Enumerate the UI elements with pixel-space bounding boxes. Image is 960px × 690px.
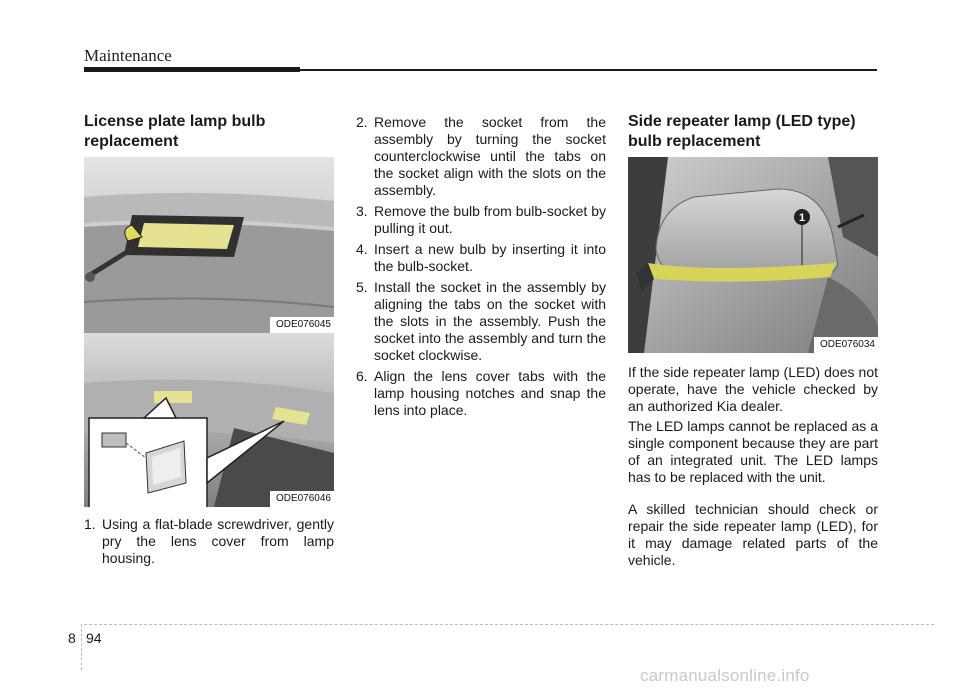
side-mirror-illustration bbox=[628, 157, 878, 353]
license-plate-lamp-illustration bbox=[84, 157, 334, 333]
step-text: Insert a new bulb by inserting it into the bulb-socket. bbox=[374, 241, 606, 274]
figure-code-3: ODE076034 bbox=[814, 337, 878, 353]
license-plate-lamp-figure-1 bbox=[84, 157, 334, 333]
watermark: carmanualsonline.info bbox=[640, 666, 810, 685]
step-text: Using a flat-blade screwdriver, gently pry the lens cover from lamp housing. bbox=[102, 516, 334, 566]
middle-steps bbox=[356, 114, 606, 423]
step-text: Remove the socket from the assembly by turning the socket counterclockwise until the tabs on the socket align with the slots on the assembly. bbox=[374, 114, 606, 198]
step-number: 2. bbox=[356, 114, 368, 130]
step-item bbox=[356, 203, 606, 237]
step-item bbox=[356, 241, 606, 275]
license-plate-socket-illustration bbox=[84, 333, 334, 507]
step-number: 6. bbox=[356, 368, 368, 384]
paragraph-1: If the side repeater lamp (LED) does not operate, have the vehicle checked by an authorized Kia dealer. bbox=[628, 364, 878, 414]
page-header-title: Maintenance bbox=[84, 46, 172, 65]
license-plate-heading: License plate lamp bulb replacement bbox=[84, 113, 266, 150]
step-item bbox=[356, 368, 606, 419]
page-number: 94 bbox=[86, 630, 102, 646]
step-number: 4. bbox=[356, 241, 368, 257]
figure-code-2: ODE076046 bbox=[270, 491, 334, 507]
step-item bbox=[84, 516, 334, 567]
step-text: Install the socket in the assembly by aligning the tabs on the socket with the slots in the assembly. Push the socket into the assembly and turn the socket clockwise. bbox=[374, 279, 606, 363]
step-item bbox=[356, 114, 606, 199]
callout-number: 1 bbox=[798, 212, 806, 224]
side-repeater-heading: Side repeater lamp (LED type) bulb replacement bbox=[628, 113, 856, 150]
footer-divider bbox=[81, 624, 82, 670]
chapter-number: 8 bbox=[68, 630, 76, 646]
side-repeater-figure bbox=[628, 157, 878, 353]
paragraph-3: A skilled technician should check or repair the side repeater lamp (LED), for it may damage related parts of the vehicle. bbox=[628, 501, 878, 568]
step-text: Align the lens cover tabs with the lamp housing notches and snap the lens into place. bbox=[374, 368, 606, 418]
left-steps bbox=[84, 516, 334, 571]
header-rule-thick bbox=[84, 67, 300, 72]
paragraph-2: The LED lamps cannot be replaced as a single component because they are part of an integrated unit. The LED lamps has to be replaced with the unit. bbox=[628, 418, 878, 485]
license-plate-lamp-figure-2 bbox=[84, 333, 334, 507]
step-number: 5. bbox=[356, 279, 368, 295]
figure-code-1: ODE076045 bbox=[270, 317, 334, 333]
step-number: 3. bbox=[356, 203, 368, 219]
footer-rule bbox=[84, 624, 934, 625]
step-text: Remove the bulb from bulb-socket by pulling it out. bbox=[374, 203, 606, 236]
header-rule-thin bbox=[300, 69, 877, 71]
step-number: 1. bbox=[84, 516, 96, 532]
step-item bbox=[356, 279, 606, 364]
